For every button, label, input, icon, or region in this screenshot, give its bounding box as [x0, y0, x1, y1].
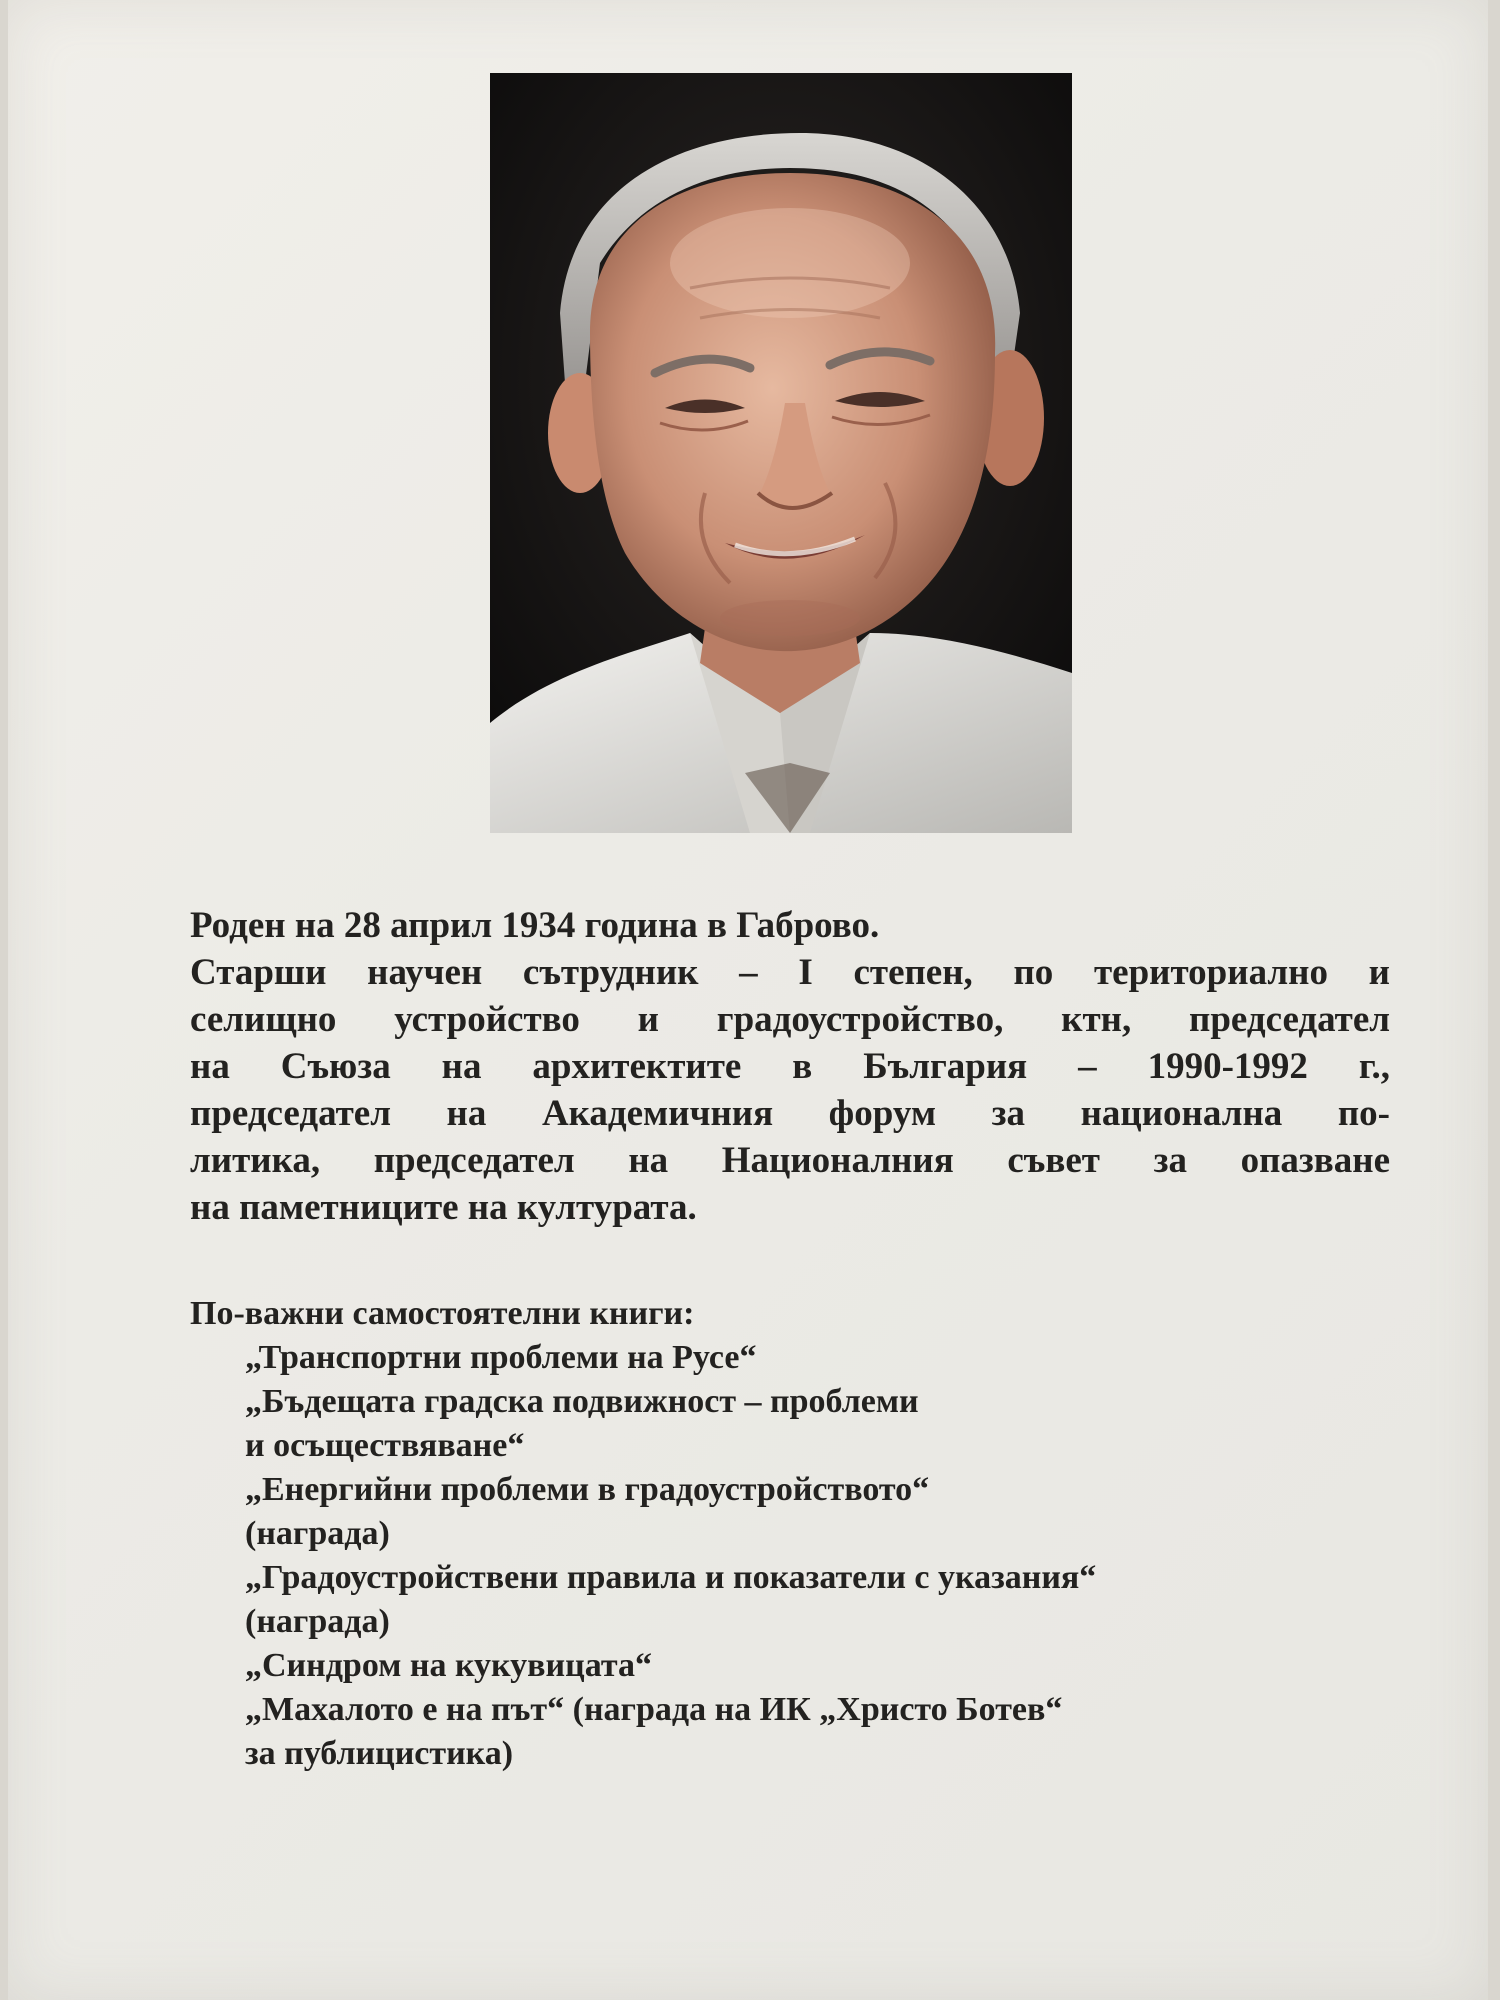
book-title-line: „Транспортни проблеми на Русе“ [245, 1339, 757, 1376]
bio-line: на паметниците на културата. [190, 1187, 697, 1228]
bio-line: на Съюза на архитектите в България – 1990-1992 г., [190, 1046, 1390, 1087]
book-title-line: „Махалото е на път“ (награда на ИК „Христо Ботев“ [245, 1691, 1063, 1728]
book-title-line: (награда) [245, 1515, 390, 1552]
bio-line: селищно устройство и градоустройство, ктн, председател [190, 999, 1390, 1040]
bio-line: Роден на 28 април 1934 година в Габрово. [190, 905, 880, 946]
book-title-line: „Градоустройствени правила и показатели с указания“ [245, 1559, 1097, 1596]
bio-line: Старши научен сътрудник – I степен, по териториално и [190, 952, 1390, 993]
author-portrait-photo [490, 73, 1072, 833]
book-title-line: „Синдром на кукувицата“ [245, 1647, 652, 1684]
book-title-line: и осъществяване“ [245, 1427, 525, 1464]
books-heading: По-важни самостоятелни книги: [190, 1295, 695, 1332]
books-list [190, 1292, 1290, 1776]
book-title-line: за публицистика) [245, 1735, 514, 1772]
bio-line: литика, председател на Националния съвет за опазване [190, 1140, 1390, 1181]
bio-line: председател на Академичния форум за национална по- [190, 1093, 1390, 1134]
book-title-line: (награда) [245, 1603, 390, 1640]
author-biography [190, 902, 1390, 1231]
book-back-cover [8, 0, 1488, 2000]
book-title-line: „Бъдещата градска подвижност – проблеми [245, 1383, 919, 1420]
author-portrait-illustration [490, 73, 1072, 833]
book-title-line: „Енергийни проблеми в градоустройството“ [245, 1471, 930, 1508]
